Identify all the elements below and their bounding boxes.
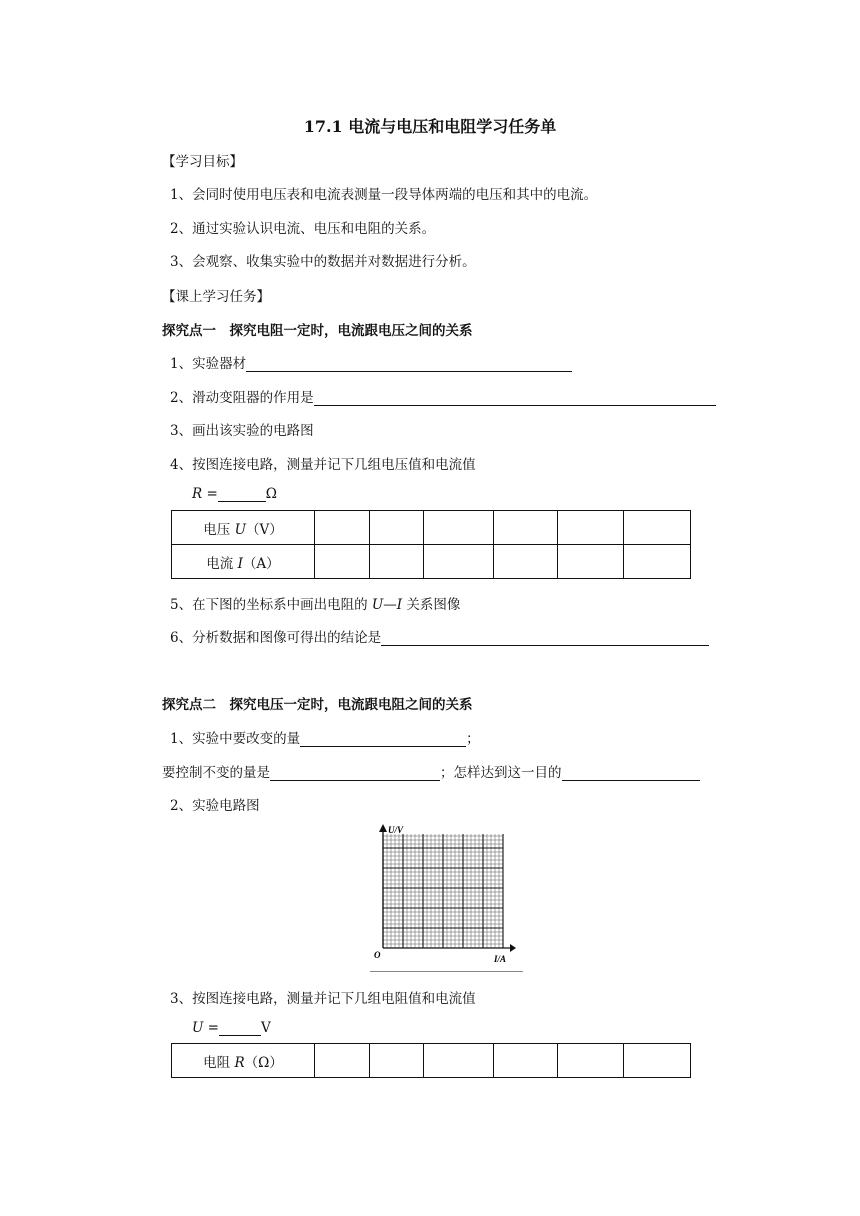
- answer-blank[interactable]: [246, 357, 572, 372]
- table-cell[interactable]: [558, 511, 624, 545]
- table-cell[interactable]: [494, 1044, 558, 1078]
- answer-blank[interactable]: [562, 766, 700, 781]
- x-axis-label: I/A: [494, 954, 507, 964]
- answer-blank[interactable]: [381, 631, 709, 646]
- table-cell[interactable]: [424, 511, 494, 545]
- part2-q1: 1、实验中要改变的量 ；: [170, 731, 480, 747]
- table-cell[interactable]: [494, 511, 558, 545]
- objective-item: 2、通过实验认识电流、电压和电阻的关系。: [170, 221, 436, 237]
- u-i-graph: [370, 822, 530, 972]
- row-header: 电压 U（V）: [172, 511, 315, 545]
- q2-text: 2、滑动变阻器的作用是: [170, 390, 314, 406]
- table-cell[interactable]: [624, 1044, 691, 1078]
- r-label: R =: [192, 486, 218, 502]
- page-title: 17.1 电流与电压和电阻学习任务单: [303, 117, 557, 136]
- table-cell[interactable]: [424, 1044, 494, 1078]
- row-header: 电流 I（A）: [172, 545, 315, 579]
- objective-item: 1、会同时使用电压表和电流表测量一段导体两端的电压和其中的电流。: [170, 187, 598, 203]
- resistance-value-line: [192, 486, 277, 502]
- table-cell[interactable]: [624, 545, 691, 579]
- table-cell[interactable]: [315, 511, 370, 545]
- voltage-value-line: U = V: [192, 1020, 271, 1036]
- r-unit: Ω: [265, 486, 277, 502]
- table-row: [172, 1044, 691, 1078]
- origin-label: O: [374, 950, 381, 960]
- part1-heading: 探究点一 探究电阻一定时，电流跟电压之间的关系: [162, 323, 473, 339]
- x-arrow: [510, 944, 516, 952]
- answer-blank[interactable]: [300, 732, 466, 747]
- table-cell[interactable]: [315, 1044, 370, 1078]
- y-arrow: [379, 824, 387, 832]
- resistance-current-table: [171, 1043, 691, 1078]
- table-cell[interactable]: [494, 545, 558, 579]
- tasks-heading: 【课上学习任务】: [162, 289, 270, 305]
- part2-heading: 探究点二 探究电压一定时，电流跟电阻之间的关系: [162, 697, 473, 713]
- part2-q3: 3、按图连接电路，测量并记下几组电阻值和电流值: [170, 991, 476, 1007]
- answer-blank[interactable]: [270, 766, 440, 781]
- r-blank[interactable]: [218, 487, 266, 502]
- table-cell[interactable]: [370, 545, 424, 579]
- table-row: [172, 511, 691, 545]
- table-cell[interactable]: [558, 1044, 624, 1078]
- table-cell[interactable]: [370, 1044, 424, 1078]
- row-header: 电阻 R（Ω）: [172, 1044, 315, 1078]
- part1-q6: 6、分析数据和图像可得出的结论是: [170, 626, 709, 646]
- q1-text: 1、实验器材: [170, 356, 247, 372]
- table-cell[interactable]: [624, 511, 691, 545]
- part2-control-line: 要控制不变的量是 ；怎样达到这一目的: [162, 761, 700, 781]
- table-row: [172, 545, 691, 579]
- major-grid: [383, 834, 503, 948]
- table-cell[interactable]: [424, 545, 494, 579]
- objectives-heading: 【学习目标】: [162, 154, 243, 170]
- y-axis-label: U/V: [388, 825, 404, 835]
- answer-blank[interactable]: [314, 391, 716, 406]
- table-cell[interactable]: [558, 545, 624, 579]
- part1-q1: [170, 352, 572, 372]
- u-blank[interactable]: [219, 1021, 261, 1036]
- part1-q5: 5、在下图的坐标系中画出电阻的 U—I 关系图像: [170, 597, 461, 613]
- objective-item: 3、会观察、收集实验中的数据并对数据进行分析。: [170, 254, 476, 270]
- table-cell[interactable]: [370, 511, 424, 545]
- table-cell[interactable]: [315, 545, 370, 579]
- part2-q2: 2、实验电路图: [170, 798, 260, 814]
- voltage-current-table: [171, 510, 691, 579]
- part1-q3: 3、画出该实验的电路图: [170, 423, 314, 439]
- part1-q2: [170, 386, 716, 406]
- part1-q4: 4、按图连接电路，测量并记下几组电压值和电流值: [170, 457, 476, 473]
